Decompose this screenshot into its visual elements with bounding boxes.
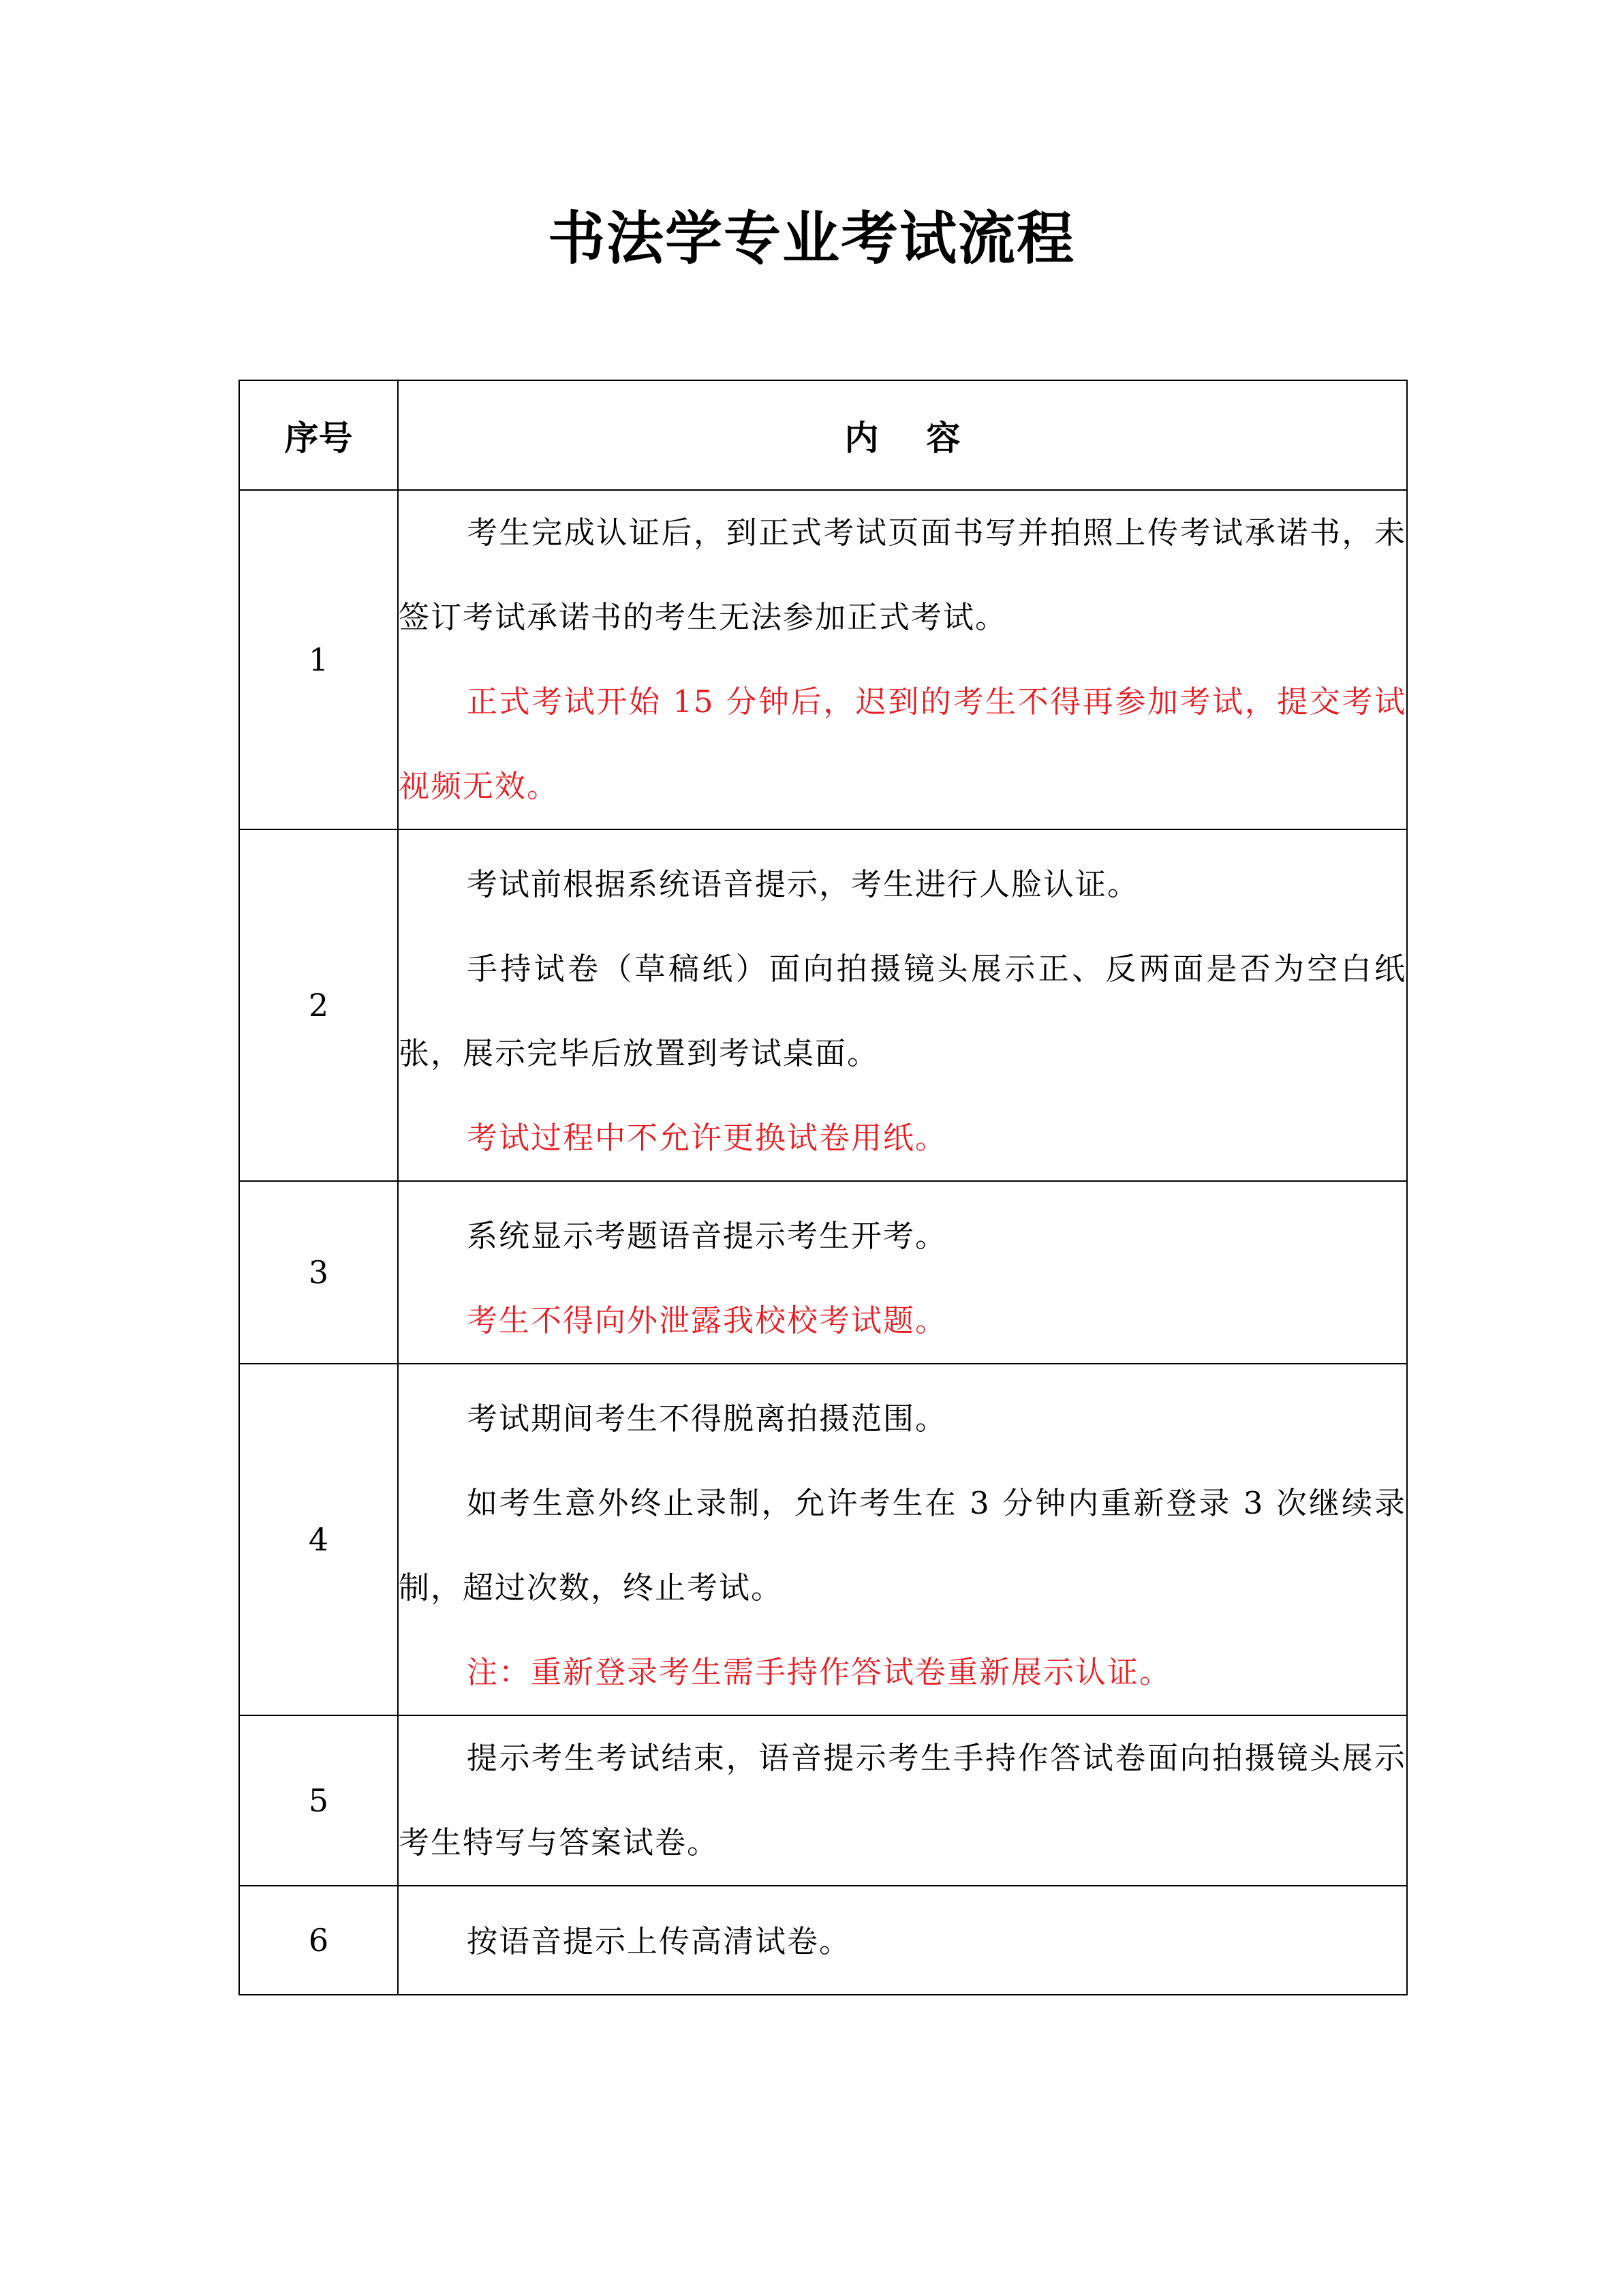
row-content (398, 1364, 1407, 1715)
content-paragraph: 系统显示考题语音提示考生开考。 (467, 1218, 948, 1254)
content-paragraph: 考试期间考生不得脱离拍摄范围。 (467, 1400, 948, 1437)
content-paragraph: 考试前根据系统语音提示，考生进行人脸认证。 (467, 866, 1140, 902)
row-number: 4 (239, 1364, 398, 1715)
document-title: 书法学专业考试流程 (547, 205, 1075, 272)
exam-process-table (238, 380, 1408, 1995)
table-header-row (239, 380, 1407, 490)
content-paragraph: 如考生意外终止录制，允许考生在 3 分钟内重新登录 3 次继续录制，超过次数，终止考试。 (399, 1485, 1406, 1606)
table-row (239, 490, 1407, 829)
content-paragraph-warning: 注：重新登录考生需手持作答试卷重新展示认证。 (467, 1654, 1172, 1690)
row-content (398, 490, 1407, 829)
content-paragraph: 考生完成认证后，到正式考试页面书写并拍照上传考试承诺书，未签订考试承诺书的考生无法参加正式考试。 (399, 515, 1406, 635)
row-content (398, 1181, 1407, 1364)
table-row (239, 829, 1407, 1181)
row-number: 3 (239, 1181, 398, 1364)
content-paragraph-warning: 考试过程中不允许更换试卷用纸。 (467, 1120, 948, 1156)
table-row (239, 1715, 1407, 1886)
table-row (239, 1364, 1407, 1715)
row-content (398, 1886, 1407, 1995)
content-paragraph-warning: 正式考试开始 15 分钟后，迟到的考生不得再参加考试，提交考试视频无效。 (399, 684, 1406, 804)
content-paragraph: 手持试卷（草稿纸）面向拍摄镜头展示正、反两面是否为空白纸张，展示完毕后放置到考试桌面。 (399, 951, 1406, 1071)
row-number: 2 (239, 829, 398, 1181)
content-paragraph: 提示考生考试结束，语音提示考生手持作答试卷面向拍摄镜头展示考生特写与答案试卷。 (399, 1740, 1406, 1861)
header-content (398, 380, 1407, 490)
row-content (398, 829, 1407, 1181)
row-number: 5 (239, 1715, 398, 1886)
row-content (398, 1715, 1407, 1886)
table-row (239, 1181, 1407, 1364)
content-paragraph: 按语音提示上传高清试卷。 (467, 1923, 852, 1959)
content-paragraph-warning: 考生不得向外泄露我校校考试题。 (467, 1302, 948, 1338)
row-number: 6 (239, 1886, 398, 1995)
row-number: 1 (239, 490, 398, 829)
table-row (239, 1886, 1407, 1995)
header-number: 序号 (239, 380, 398, 490)
header-content-label: 内容 (844, 418, 1008, 458)
